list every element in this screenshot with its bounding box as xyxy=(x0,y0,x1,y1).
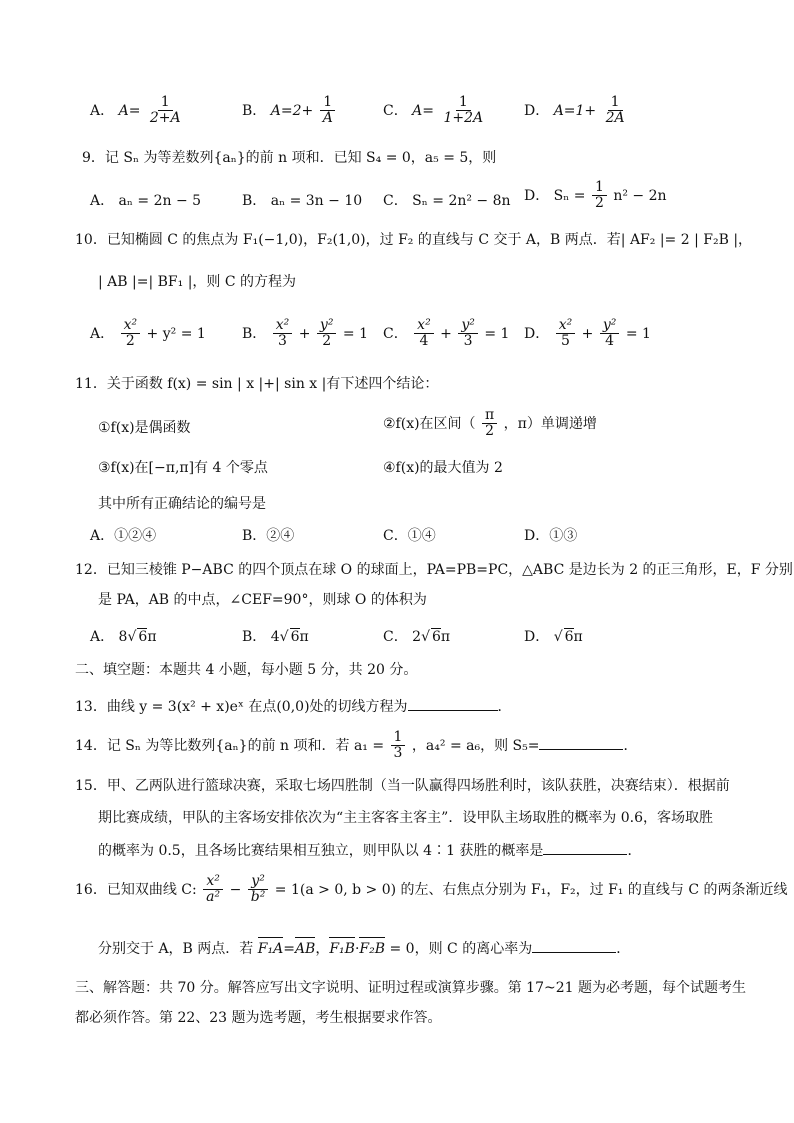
denominator: 3 xyxy=(278,333,287,350)
q14-post: ，a₄² = a₆，则 S₅= xyxy=(411,737,540,754)
numerator: 1 xyxy=(456,95,471,111)
q12-option-b xyxy=(242,626,309,646)
q10-option-d xyxy=(524,318,651,350)
fraction xyxy=(556,318,576,350)
option-label: C． xyxy=(383,102,408,119)
option-label: D． xyxy=(524,102,550,119)
dot-sign: · xyxy=(354,941,360,957)
numerator: y² xyxy=(248,874,268,890)
q15-line-3 xyxy=(98,840,641,861)
fraction xyxy=(458,318,478,350)
option-lhs: A= xyxy=(412,102,435,119)
option-post: π xyxy=(147,629,157,645)
numerator: x² xyxy=(414,318,434,334)
denominator: 1+2A xyxy=(443,110,484,127)
denominator: 2+A xyxy=(149,110,181,127)
fraction xyxy=(391,730,406,762)
q11-statement-1: ①f(x)是偶函数 xyxy=(98,420,191,436)
option-rest: n² − 2n xyxy=(613,187,667,204)
option-rest: = 1 xyxy=(625,325,651,342)
minus-sign: − xyxy=(229,881,242,898)
q10-option-c xyxy=(383,318,509,350)
q15-text: 的概率为 0.5，且各场比赛结果相互独立，则甲队以 4∶1 获胜的概率是 xyxy=(98,843,544,859)
denominator: 2 xyxy=(125,333,135,350)
option-rest: + y² = 1 xyxy=(146,325,206,342)
plus-sign: + xyxy=(440,325,452,342)
option-lhs: A=2+ xyxy=(270,102,314,119)
q13 xyxy=(75,696,512,717)
option-label: A． xyxy=(90,325,115,342)
fraction xyxy=(600,318,620,350)
option-pre: C． 2 xyxy=(383,629,422,645)
q11-option-a: A．①②④ xyxy=(90,528,157,544)
sqrt-sign: √ xyxy=(127,629,137,645)
fraction xyxy=(320,95,336,127)
numerator: 1 xyxy=(592,180,607,196)
section-3-heading-2: 都必须作答。第 22、23 题为选考题，考生根据要求作答。 xyxy=(75,1010,442,1026)
q9-option-d xyxy=(524,180,667,212)
q12-stem: 12．已知三棱锥 P−ABC 的四个顶点在球 O 的球面上，PA=PB=PC，△ABC 是边长为 2 的正三角形，E，F 分别 xyxy=(75,562,793,578)
fraction xyxy=(203,874,223,906)
denominator: 2 xyxy=(485,423,495,440)
numerator: 1 xyxy=(391,730,406,746)
vector: AB xyxy=(294,941,316,957)
denominator: 2 xyxy=(322,333,332,350)
q16-pre: 16．已知双曲线 C: xyxy=(75,881,197,898)
vector: F₂B xyxy=(359,941,386,957)
option-post: π xyxy=(440,629,451,645)
q11-stem: 11．关于函数 f(x) = sin | x |+| sin x |有下述四个结论： xyxy=(75,376,439,392)
q16-l2-post: = 0，则 C 的离心率为 xyxy=(389,941,533,957)
numerator: π xyxy=(482,408,497,424)
fraction xyxy=(121,318,141,350)
numerator: x² xyxy=(203,874,223,890)
q11-option-d: D．①③ xyxy=(524,528,578,544)
option-label: C． xyxy=(383,325,408,342)
radicand: 6 xyxy=(290,629,300,645)
denominator: 4 xyxy=(419,333,429,350)
option-post: π xyxy=(299,629,309,645)
q11-statement-3: ③f(x)在[−π,π]有 4 个零点 xyxy=(98,460,268,476)
q16-l2-pre: 分别交于 A，B 两点．若 xyxy=(98,941,254,957)
option-rest: = 1 xyxy=(342,325,368,342)
option-label: B． xyxy=(242,325,267,342)
q8-option-c xyxy=(383,95,488,127)
denominator: 3 xyxy=(463,333,473,350)
numerator: y² xyxy=(317,318,337,334)
section-3-heading: 三、解答题：共 70 分。解答应写出文字说明、证明过程或演算步骤。第 17~21 题为必考题，每个试题考生 xyxy=(75,980,746,996)
comma: ， xyxy=(315,941,330,957)
q10-stem-2: | AB |=| BF₁ |，则 C 的方程为 xyxy=(98,274,297,290)
q11-statement-4: ④f(x)的最大值为 2 xyxy=(383,460,503,476)
q11-ask: 其中所有正确结论的编号是 xyxy=(98,496,266,512)
q12-option-c xyxy=(383,626,450,646)
denominator: A xyxy=(322,110,333,127)
fraction xyxy=(248,874,269,906)
q9-option-a: A． aₙ = 2n − 5 xyxy=(90,193,202,209)
option-label: D． Sₙ = xyxy=(524,187,586,204)
radicand: 6 xyxy=(432,629,441,645)
fraction xyxy=(603,95,628,127)
q15-end: ． xyxy=(627,843,642,859)
option-pre: D． xyxy=(524,629,554,645)
q12-option-a xyxy=(90,626,157,646)
answer-blank xyxy=(539,735,623,750)
option-label: A． xyxy=(90,102,115,119)
q10-stem: 10．已知椭圆 C 的焦点为 F₁(−1,0)，F₂(1,0)，过 F₂ 的直线与 C 交于 A，B 两点．若| AF₂ |= 2 | F₂B |， xyxy=(75,232,753,248)
section-2-heading: 二、填空题：本题共 4 小题，每小题 5 分，共 20 分。 xyxy=(75,662,418,678)
q11-option-c: C．①④ xyxy=(383,528,436,544)
fraction xyxy=(317,318,337,350)
numerator: 1 xyxy=(608,95,623,111)
option-lhs: A= xyxy=(118,102,141,119)
denominator: 2 xyxy=(594,195,604,212)
denominator: 5 xyxy=(560,333,570,350)
answer-blank xyxy=(532,938,616,953)
fraction xyxy=(414,318,434,350)
sqrt-sign: √ xyxy=(279,629,289,645)
denominator: b² xyxy=(250,889,266,906)
q11-option-b: B．②④ xyxy=(242,528,295,544)
answer-blank xyxy=(408,696,498,711)
q8-option-d xyxy=(524,95,630,127)
q16-line-1 xyxy=(75,874,787,906)
numerator: 1 xyxy=(158,95,173,111)
option-lhs: A=1+ xyxy=(553,102,597,119)
q15-line-1: 15．甲、乙两队进行篮球决赛，采取七场四胜制（当一队赢得四场胜利时，该队获胜，决赛结束）．根据前 xyxy=(75,778,730,794)
denominator: a² xyxy=(206,889,221,906)
plus-sign: + xyxy=(581,325,594,342)
fraction xyxy=(482,408,497,440)
sqrt-sign: √ xyxy=(553,629,563,645)
option-pre: A． 8 xyxy=(90,629,128,645)
denominator: 4 xyxy=(605,333,615,350)
numerator: x² xyxy=(556,318,576,334)
q9-option-b: B． aₙ = 3n − 10 xyxy=(242,193,363,209)
q12-option-d xyxy=(524,626,583,646)
q13-end: ． xyxy=(497,699,512,715)
statement-pre: ②f(x)在区间（ xyxy=(383,415,476,432)
option-label: D． xyxy=(524,325,550,342)
q15-line-2: 期比赛成绩，甲队的主客场安排依次为“主主客客主客主”．设甲队主场取胜的概率为 0.6，客场取胜 xyxy=(98,810,714,826)
sqrt-sign: √ xyxy=(421,629,430,645)
fraction xyxy=(273,318,293,350)
answer-blank xyxy=(543,840,627,855)
equals-sign: = xyxy=(283,941,295,957)
q9-stem: 9．记 Sₙ 为等差数列{aₙ}的前 n 项和．已知 S₄ = 0，a₅ = 5，则 xyxy=(82,150,497,166)
q8-option-a xyxy=(90,95,186,127)
option-post: π xyxy=(573,629,583,645)
radicand: 6 xyxy=(138,629,148,645)
option-rest: = 1 xyxy=(484,325,510,342)
q16-line-2 xyxy=(98,938,630,959)
fraction xyxy=(592,180,607,212)
vector: F₁B xyxy=(329,941,355,957)
option-pre: B． 4 xyxy=(242,629,280,645)
q14 xyxy=(75,730,637,762)
radicand: 6 xyxy=(564,629,574,645)
fraction xyxy=(440,95,486,127)
q14-pre: 14．记 Sₙ 为等比数列{aₙ}的前 n 项和．若 a₁ = xyxy=(75,737,385,754)
denominator: 2A xyxy=(605,110,625,127)
q13-text: 13．曲线 y = 3(x² + x)eˣ 在点(0,0)处的切线方程为 xyxy=(75,699,408,715)
numerator: x² xyxy=(121,318,141,334)
q10-option-b xyxy=(242,318,368,350)
q8-option-b xyxy=(242,95,338,127)
statement-post: ，π）单调递增 xyxy=(503,415,597,432)
numerator: x² xyxy=(273,318,293,334)
q14-end: ． xyxy=(623,737,638,754)
denominator: 3 xyxy=(393,745,403,762)
q16-end: ． xyxy=(616,941,631,957)
q10-option-a xyxy=(90,318,206,350)
vector: F₁A xyxy=(257,941,284,957)
q11-statement-2 xyxy=(383,408,597,440)
plus-sign: + xyxy=(298,325,311,342)
q12-stem-2: 是 PA，AB 的中点，∠CEF=90°，则球 O 的体积为 xyxy=(98,592,427,608)
q16-post: = 1(a > 0, b > 0) 的左、右焦点分别为 F₁，F₂，过 F₁ 的直线与 C 的两条渐近线 xyxy=(274,881,788,898)
q9-option-c: C． Sₙ = 2n² − 8n xyxy=(383,193,511,209)
option-label: B． xyxy=(242,102,267,119)
fraction xyxy=(147,95,184,127)
numerator: y² xyxy=(600,318,620,334)
numerator: y² xyxy=(458,318,478,334)
numerator: 1 xyxy=(320,95,335,111)
